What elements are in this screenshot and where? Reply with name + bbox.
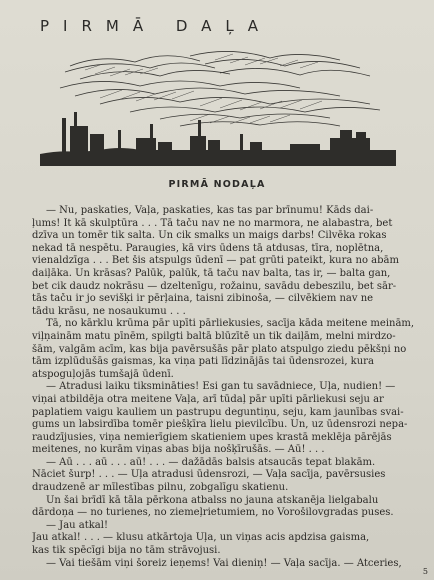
part-title: PIRMĀ DAĻA bbox=[40, 17, 273, 35]
text-line: dzīva un tomēr tik salta. Un cik smalks un maigs darbs! Cilvēka rokas bbox=[32, 230, 387, 242]
text-line: daiļāka. Un krāsas? Palūk, palūk, tā taču nav balta, tas ir, — balta gan, bbox=[32, 267, 391, 279]
text-line: — Jau atkal! bbox=[46, 519, 108, 531]
text-line: Jau atkal! . . . — klusu atkārtoja Uļa, un viņas acis apdzisa gaisma, bbox=[32, 532, 370, 544]
text-line: tām izplūdušās gaismas, ka viņa pati līdzinājās tai ūdensrozei, kura bbox=[32, 356, 374, 368]
chapter-title: PIRMĀ NODAĻA bbox=[168, 179, 266, 190]
chapter-text bbox=[32, 205, 430, 570]
text-line: — Vai tiešām viņi šoreiz ieņems! Vai dieniņ! — Vaļa sacīja. — Atceries, bbox=[46, 557, 402, 569]
text-line: tādu krāsu, ne nosaukumu . . . bbox=[32, 305, 186, 317]
text-line: vienaldzīga . . . Bet šis atspulgs ūdenī — pat grūti pateikt, kura no abām bbox=[32, 255, 399, 267]
industrial-landscape-illustration bbox=[40, 46, 396, 166]
text-line: gums un labsirdība tomēr piešķīra lielu pievilcību. Un, uz ūdensrozi nepa- bbox=[32, 419, 408, 431]
text-line: ļums! It kā skulptūra . . . Tā taču nav ne no marmora, ne alabastra, bet bbox=[32, 217, 393, 229]
text-line: — Atradusi laiku tiksmināties! Esi gan tu savādniece, Uļa, nudien! — bbox=[46, 381, 396, 393]
page-number: 5 bbox=[422, 567, 428, 576]
text-line: Tā, no kārklu krūma pār upīti pārliekusies, sacīja kāda meitene meinām, bbox=[46, 318, 415, 330]
text-line: raudzījusies, viņa nemierīgiem skatieniem upes krastā meklēja pārējās bbox=[32, 431, 392, 443]
text-line: dārdoņa — no turienes, no ziemeļrietumiem, no Vorošilovgradas puses. bbox=[32, 507, 394, 519]
text-line: nekad tā nespētu. Paraugies, kā virs ūdens tā atdusas, tīra, noplētna, bbox=[32, 242, 384, 254]
text-line: kas tik spēcīgi bija no tām strāvojusi. bbox=[32, 545, 221, 557]
text-line: Un šai brīdī kā tāla pērkona atbalss no jauna atskanēja lielgabalu bbox=[46, 494, 379, 506]
text-line: paplatiem vaigu kauliem un pastrupu deguntiņu, seju, kam jaunības svai- bbox=[32, 406, 404, 418]
text-line: atspoguļojās tumšajā ūdenī. bbox=[32, 368, 174, 380]
text-line: — Aū . . . aū . . . aū! . . . — dažādās balsis atsaucās tepat blakām. bbox=[46, 456, 376, 468]
factory-silhouettes bbox=[62, 112, 370, 152]
text-line: viļņainām matu pīnēm, spilgti baltā blūzītē un tik daiļām, melni mirdzo- bbox=[32, 330, 396, 342]
text-line: Nāciet šurp! . . . — Uļa atradusi ūdensrozi, — Vaļa sacīja, pavērsusies bbox=[32, 469, 386, 481]
text-line: meitenes, no kurām viņas abas bija nošķīrušās. — Aū! . . . bbox=[32, 444, 325, 456]
text-line: viņai atbildēja otra meitene Vaļa, arī tūdaļ pār upīti pārliekusi seju ar bbox=[32, 393, 384, 405]
text-line: draudzenē ar mīlestības pilnu, zobgalīgu skatienu. bbox=[32, 482, 289, 494]
text-line: tās taču ir jo sevišķi ir pērļaina, taisni zibinoša, — cilvēkiem nav ne bbox=[32, 293, 374, 305]
text-line: šām, valgām acīm, kas bija pavērsušās pār plato atspulgo ziedu pēkšņi no bbox=[32, 343, 407, 355]
cloud-hatching bbox=[60, 51, 380, 126]
text-line: bet cik daudz nokrāsu — dzeltenīgu, rožainu, savādu debeszilu, bet sār- bbox=[32, 280, 397, 292]
text-line: — Nu, paskaties, Vaļa, paskaties, kas tas par brīnumu! Kāds dai- bbox=[46, 205, 374, 216]
